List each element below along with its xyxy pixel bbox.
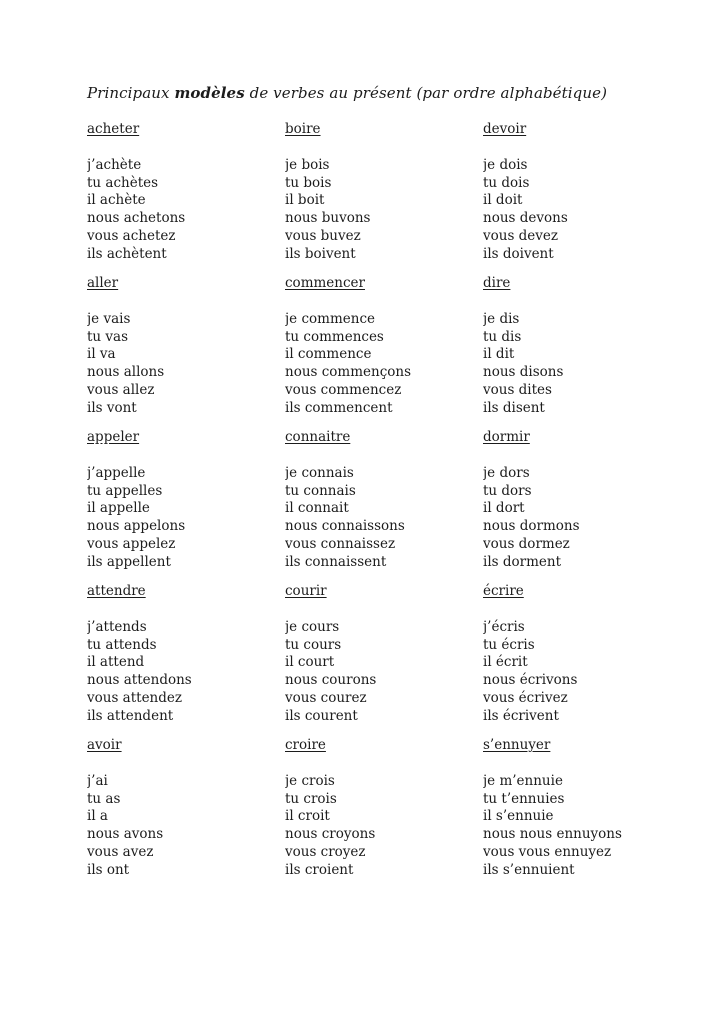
- verb-form: je dis: [483, 311, 520, 327]
- verb-block: [483, 121, 681, 275]
- verb-block: [483, 737, 681, 891]
- verb-form: tu dors: [483, 482, 532, 499]
- verb-form: il doit: [483, 192, 523, 209]
- verb-infinitive: écrire: [483, 583, 524, 599]
- verb-form: ils attendent: [87, 707, 174, 724]
- verb-block: [285, 429, 483, 583]
- verb-form: tu dis: [483, 328, 522, 345]
- verb-form: ils vont: [87, 399, 137, 416]
- verb-block: [483, 275, 681, 429]
- verb-form: vous avez: [87, 843, 154, 860]
- verb-form: ils courent: [285, 707, 358, 724]
- verb-form: ils commencent: [285, 399, 393, 416]
- verb-infinitive: commencer: [285, 275, 365, 291]
- verb-form: tu as: [87, 790, 121, 807]
- verb-form: tu bois: [285, 174, 332, 191]
- verb-form: tu crois: [285, 790, 337, 807]
- verb-form: ils ont: [87, 861, 130, 878]
- verb-form: il achète: [87, 192, 146, 209]
- verb-form: vous devez: [483, 227, 559, 244]
- verb-form: vous buvez: [285, 227, 361, 244]
- verb-form: nous attendons: [87, 672, 192, 689]
- verb-form: tu connais: [285, 482, 356, 499]
- verb-form: il dort: [483, 500, 525, 517]
- verb-form: vous achetez: [87, 227, 176, 244]
- verb-block: [285, 121, 483, 275]
- verb-form: je connais: [285, 465, 354, 481]
- verb-form: vous courez: [285, 689, 367, 706]
- verb-block: [285, 737, 483, 891]
- verb-infinitive: acheter: [87, 121, 140, 137]
- verb-block: [87, 737, 285, 891]
- verb-block: [483, 583, 681, 737]
- verb-infinitive: courir: [285, 583, 327, 599]
- verb-infinitive: attendre: [87, 583, 146, 599]
- verb-form: nous disons: [483, 364, 564, 381]
- verb-form: tu appelles: [87, 482, 163, 499]
- verb-form: nous avons: [87, 826, 164, 843]
- verb-infinitive: dormir: [483, 429, 530, 445]
- verb-form: nous dormons: [483, 518, 580, 535]
- verb-form: vous dormez: [483, 535, 570, 552]
- verb-form: j’attends: [87, 619, 147, 635]
- verb-form: tu vas: [87, 328, 129, 345]
- verb-form: il commence: [285, 346, 372, 363]
- verb-form: vous connaissez: [285, 535, 396, 552]
- verb-infinitive: croire: [285, 737, 326, 753]
- verb-form: il attend: [87, 654, 145, 671]
- title-bold-word: modèles: [174, 84, 245, 102]
- verb-form: j’écris: [483, 619, 525, 635]
- verb-form: tu attends: [87, 636, 157, 653]
- verb-form: nous connaissons: [285, 518, 405, 535]
- title-prefix: Principaux: [87, 84, 175, 102]
- verb-form: ils écrivent: [483, 707, 559, 724]
- verb-form: je commence: [285, 311, 375, 327]
- title-suffix: de verbes au présent (par ordre alphabétique): [244, 84, 608, 102]
- verb-form: je m’ennuie: [483, 773, 563, 789]
- verb-form: ils doivent: [483, 245, 554, 262]
- verb-form: vous commencez: [285, 381, 402, 398]
- verb-infinitive: appeler: [87, 429, 140, 445]
- verb-form: nous écrivons: [483, 672, 578, 689]
- verb-form: nous buvons: [285, 210, 371, 227]
- verb-infinitive: avoir: [87, 737, 122, 753]
- verb-form: tu écris: [483, 636, 535, 653]
- verb-infinitive: boire: [285, 121, 321, 137]
- verb-form: nous achetons: [87, 210, 186, 227]
- verb-form: il a: [87, 808, 108, 825]
- verb-form: ils s’ennuient: [483, 861, 575, 878]
- verb-grid: [87, 121, 681, 891]
- verb-form: ils boivent: [285, 245, 356, 262]
- verb-form: je bois: [285, 157, 330, 173]
- verb-form: nous devons: [483, 210, 568, 227]
- verb-block: [87, 583, 285, 737]
- verb-form: je crois: [285, 773, 335, 789]
- verb-form: nous nous ennuyons: [483, 826, 622, 843]
- verb-form: tu t’ennuies: [483, 790, 565, 807]
- verb-form: vous vous ennuyez: [483, 843, 612, 860]
- verb-form: nous appelons: [87, 518, 186, 535]
- verb-block: [285, 583, 483, 737]
- verb-form: nous commençons: [285, 364, 412, 381]
- verb-form: vous croyez: [285, 843, 366, 860]
- verb-form: tu achètes: [87, 174, 159, 191]
- page-title: [87, 83, 607, 103]
- verb-block: [87, 429, 285, 583]
- verb-form: vous écrivez: [483, 689, 568, 706]
- verb-form: ils connaissent: [285, 553, 387, 570]
- verb-block: [87, 121, 285, 275]
- verb-infinitive: devoir: [483, 121, 527, 137]
- verb-infinitive: aller: [87, 275, 119, 291]
- verb-form: tu dois: [483, 174, 530, 191]
- verb-form: vous attendez: [87, 689, 182, 706]
- verb-form: il va: [87, 346, 116, 363]
- verb-infinitive: dire: [483, 275, 511, 291]
- verb-form: ils croient: [285, 861, 354, 878]
- verb-form: ils disent: [483, 399, 545, 416]
- verb-form: je dors: [483, 465, 530, 481]
- verb-form: je cours: [285, 619, 340, 635]
- verb-form: vous dites: [483, 381, 552, 398]
- verb-form: il dit: [483, 346, 515, 363]
- verb-form: j’ai: [87, 773, 108, 789]
- verb-form: vous allez: [87, 381, 155, 398]
- verb-form: il connait: [285, 500, 349, 517]
- verb-form: il appelle: [87, 500, 150, 517]
- verb-form: j’appelle: [87, 465, 146, 481]
- verb-block: [483, 429, 681, 583]
- verb-infinitive: connaitre: [285, 429, 351, 445]
- verb-form: nous croyons: [285, 826, 376, 843]
- verb-form: je vais: [87, 311, 131, 327]
- verb-block: [87, 275, 285, 429]
- verb-form: nous courons: [285, 672, 377, 689]
- verb-form: je dois: [483, 157, 528, 173]
- verb-form: vous appelez: [87, 535, 176, 552]
- verb-form: il court: [285, 654, 335, 671]
- verb-infinitive: s’ennuyer: [483, 737, 551, 753]
- verb-form: il écrit: [483, 654, 528, 671]
- verb-form: j’achète: [87, 157, 142, 173]
- verb-block: [285, 275, 483, 429]
- verb-form: ils achètent: [87, 245, 167, 262]
- verb-form: il croit: [285, 808, 330, 825]
- verb-form: ils appellent: [87, 553, 171, 570]
- verb-form: tu commences: [285, 328, 384, 345]
- verb-form: nous allons: [87, 364, 165, 381]
- verb-form: ils dorment: [483, 553, 561, 570]
- verb-form: tu cours: [285, 636, 342, 653]
- verb-form: il boit: [285, 192, 325, 209]
- verb-form: il s’ennuie: [483, 808, 554, 825]
